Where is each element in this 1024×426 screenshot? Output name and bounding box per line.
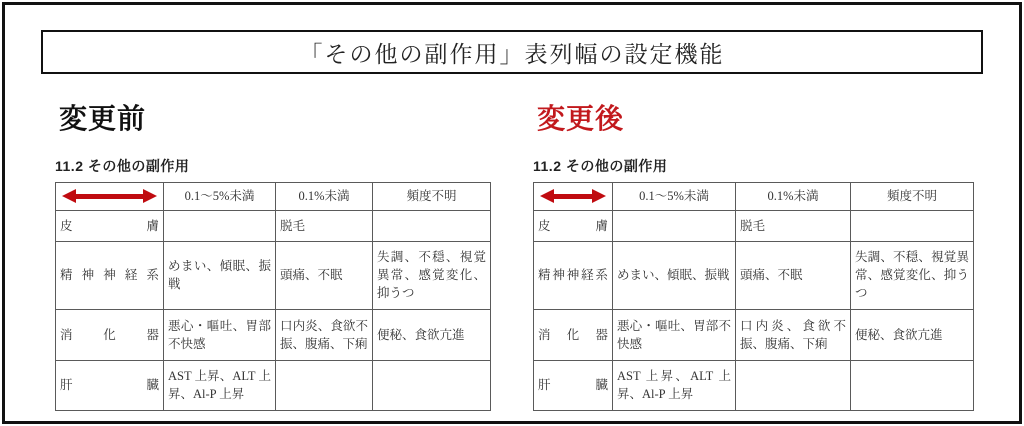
category-cell: 精神神経系 bbox=[56, 241, 164, 309]
category-cell: 肝 臓 bbox=[534, 360, 613, 410]
data-cell: AST 上昇、ALT 上昇、Al-P 上昇 bbox=[164, 360, 276, 410]
table-before bbox=[55, 182, 491, 411]
table-row bbox=[56, 309, 491, 360]
data-cell bbox=[851, 360, 974, 410]
data-cell: 口内炎、食欲不振、腹痛、下痢 bbox=[276, 309, 373, 360]
table-row bbox=[56, 360, 491, 410]
category-cell: 肝 臓 bbox=[56, 360, 164, 410]
data-cell: 失調、不穏、視覚異常、感覚変化、抑うつ bbox=[373, 241, 491, 309]
table-row bbox=[534, 309, 974, 360]
category-cell: 皮 膚 bbox=[534, 210, 613, 241]
panel-before bbox=[55, 104, 490, 411]
data-cell bbox=[164, 210, 276, 241]
data-cell: 便秘、食欲亢進 bbox=[851, 309, 974, 360]
table-row bbox=[534, 241, 974, 309]
before-section-label: 11.2 その他の副作用 bbox=[55, 157, 190, 174]
column-width-arrow-icon bbox=[75, 194, 144, 199]
data-cell: 頭痛、不眠 bbox=[736, 241, 851, 309]
panel-after bbox=[533, 104, 973, 411]
data-cell: 脱毛 bbox=[736, 210, 851, 241]
data-cell: 失調、不穏、視覚異常、感覚変化、抑うつ bbox=[851, 241, 974, 309]
data-cell: めまい、傾眠、振戦 bbox=[164, 241, 276, 309]
category-cell: 消 化 器 bbox=[534, 309, 613, 360]
title-box bbox=[41, 30, 983, 74]
category-cell: 消 化 器 bbox=[56, 309, 164, 360]
data-cell: 頭痛、不眠 bbox=[276, 241, 373, 309]
table-row bbox=[534, 360, 974, 410]
header-cell: 0.1〜5%未満 bbox=[613, 182, 736, 210]
data-cell: 悪心・嘔吐、胃部不快感 bbox=[613, 309, 736, 360]
after-section-label: 11.2 その他の副作用 bbox=[533, 157, 668, 174]
data-cell bbox=[373, 210, 491, 241]
table-row bbox=[56, 210, 491, 241]
data-cell bbox=[373, 360, 491, 410]
header-cell: 0.1〜5%未満 bbox=[164, 182, 276, 210]
data-cell: AST 上昇、ALT 上昇、Al-P 上昇 bbox=[613, 360, 736, 410]
data-cell bbox=[851, 210, 974, 241]
before-heading: 変更前 bbox=[59, 103, 147, 134]
header-cell: 頻度不明 bbox=[373, 182, 491, 210]
table-after bbox=[533, 182, 974, 411]
table-row bbox=[56, 241, 491, 309]
data-cell bbox=[276, 360, 373, 410]
data-cell: 悪心・嘔吐、胃部不快感 bbox=[164, 309, 276, 360]
data-cell bbox=[736, 360, 851, 410]
header-cell: 0.1%未満 bbox=[736, 182, 851, 210]
data-cell bbox=[613, 210, 736, 241]
column-width-cell bbox=[534, 182, 613, 210]
page-title: 「その他の副作用」表列幅の設定機能 bbox=[299, 40, 725, 67]
header-cell: 頻度不明 bbox=[851, 182, 974, 210]
data-cell: 便秘、食欲亢進 bbox=[373, 309, 491, 360]
after-heading: 変更後 bbox=[537, 103, 625, 134]
category-cell: 皮 膚 bbox=[56, 210, 164, 241]
data-cell: 口内炎、食欲不振、腹痛、下痢 bbox=[736, 309, 851, 360]
column-width-arrow-icon bbox=[553, 194, 593, 199]
table-header-row bbox=[56, 182, 491, 210]
data-cell: 脱毛 bbox=[276, 210, 373, 241]
category-cell: 精神神経系 bbox=[534, 241, 613, 309]
table-row bbox=[534, 210, 974, 241]
table-header-row bbox=[534, 182, 974, 210]
data-cell: めまい、傾眠、振戦 bbox=[613, 241, 736, 309]
header-cell: 0.1%未満 bbox=[276, 182, 373, 210]
column-width-cell bbox=[56, 182, 164, 210]
